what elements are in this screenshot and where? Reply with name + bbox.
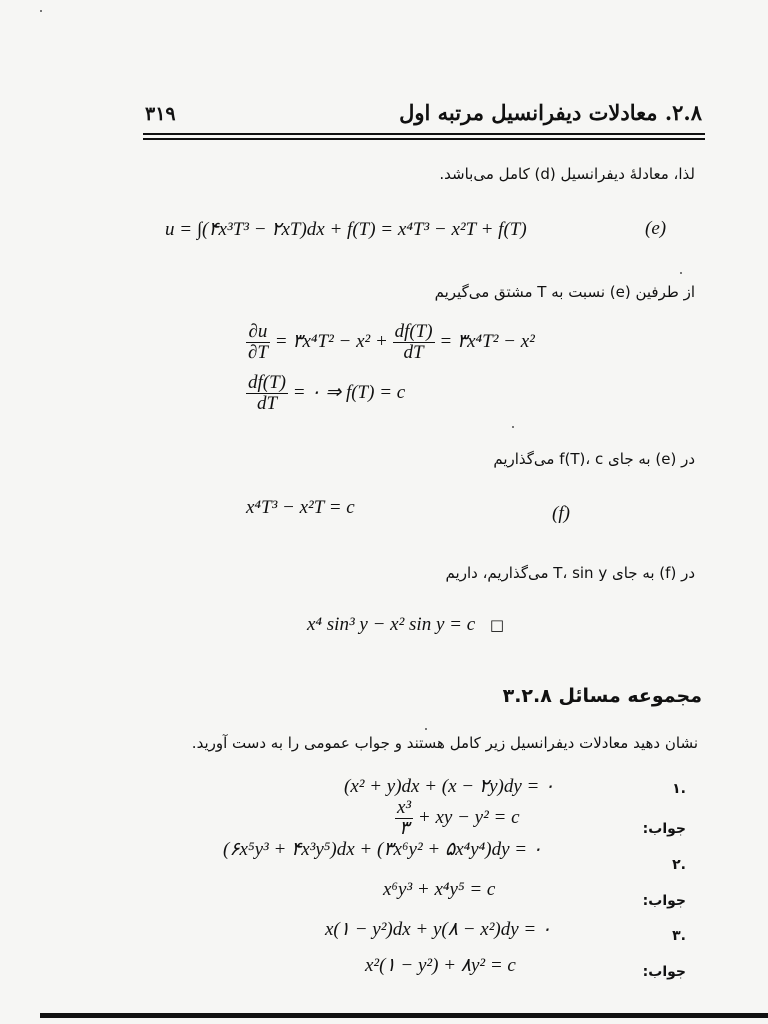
problem-1-answer-label: جواب: — [642, 821, 686, 837]
problem-1-number: .۱ — [672, 781, 686, 797]
df-zero-numerator: df(T) — [248, 372, 286, 393]
df-numerator: df(T) — [394, 321, 433, 342]
header-rule-bottom — [143, 138, 705, 140]
paragraph-differentiate: از طرفین (e) نسبت به T مشتق می‌گیریم — [434, 283, 695, 301]
equation-e: u = ∫(۴x³T³ − ۲xT)dx + f(T) = x⁴T³ − x²T + f(T) — [165, 219, 527, 240]
equation-sin-text: x⁴ sin³ y − x² sin y = c — [307, 614, 476, 635]
derivative-middle: = ۳x⁴T² − x² + — [274, 330, 388, 352]
answer-1-rest: + xy − y² = c — [417, 806, 520, 828]
answer-1-fraction — [395, 798, 413, 839]
df-fraction — [393, 322, 435, 363]
problem-2-number: .۲ — [672, 857, 686, 873]
answer-1-numerator: x³ — [397, 797, 412, 818]
df-denominator: dT — [403, 342, 424, 363]
problem-3-number: .۳ — [672, 928, 686, 944]
equation-e-tag: (e) — [645, 218, 667, 239]
scan-speck — [40, 10, 42, 12]
paragraph-substitute-sin: در (f) به جای T، sin y می‌گذاریم، داریم — [445, 564, 695, 582]
problem-2-answer: x⁶y³ + x⁴y⁵ = c — [383, 879, 496, 900]
derivative-rhs: = ۳x⁴T² − x² — [439, 330, 535, 352]
equation-f: x⁴T³ − x²T = c — [246, 497, 355, 518]
df-zero-fraction — [246, 373, 288, 414]
qed-box-icon: □ — [489, 616, 505, 634]
problem-3-equation: x(۱ − y²)dx + y(۸ − x²)dy = ۰ — [325, 919, 552, 940]
page-number: ۳۱۹ — [145, 103, 176, 125]
chapter-header-title: ۲.۸. معادلات دیفرانسیل مرتبه اول — [399, 100, 702, 125]
df-zero-rhs: = ۰ ⇒ f(T) = c — [292, 381, 406, 403]
section-title: مجموعه مسائل ۳.۲.۸ — [502, 685, 702, 707]
problem-1-answer — [395, 798, 520, 839]
equation-df-zero — [246, 373, 405, 414]
problem-3-answer: x²(۱ − y²) + ۸y² = c — [365, 955, 516, 976]
scan-speck — [425, 728, 427, 730]
equation-derivative — [246, 322, 535, 363]
paragraph-exactness: لذا، معادلهٔ دیفرانسیل (d) کامل می‌باشد. — [439, 165, 695, 183]
equation-sin — [307, 614, 504, 636]
header-rule-top — [143, 133, 705, 135]
problem-2-equation: (۶x⁵y³ + ۴x³y⁵)dx + (۳x⁶y² + ۵x⁴y⁴)dy = ۰ — [223, 839, 543, 860]
equation-f-tag: (f) — [552, 503, 570, 524]
partial-denominator: ∂T — [248, 342, 268, 363]
problem-2-answer-label: جواب: — [642, 893, 686, 909]
df-zero-denominator: dT — [256, 393, 278, 414]
paragraph-substitute-c: در (e) به جای f(T)، c می‌گذاریم — [493, 450, 695, 468]
scan-speck — [512, 426, 514, 428]
problem-1-equation: (x² + y)dx + (x − ۲y)dy = ۰ — [344, 776, 555, 797]
partial-fraction — [246, 322, 270, 363]
partial-numerator: ∂u — [246, 322, 270, 343]
answer-1-denominator: ۳ — [398, 818, 410, 839]
page-bottom-rule — [40, 1013, 768, 1018]
scan-speck — [680, 272, 682, 274]
problems-instruction: نشان دهید معادلات دیفرانسیل زیر کامل هستند و جواب عمومی را به دست آورید. — [191, 734, 698, 752]
problem-3-answer-label: جواب: — [642, 964, 686, 980]
